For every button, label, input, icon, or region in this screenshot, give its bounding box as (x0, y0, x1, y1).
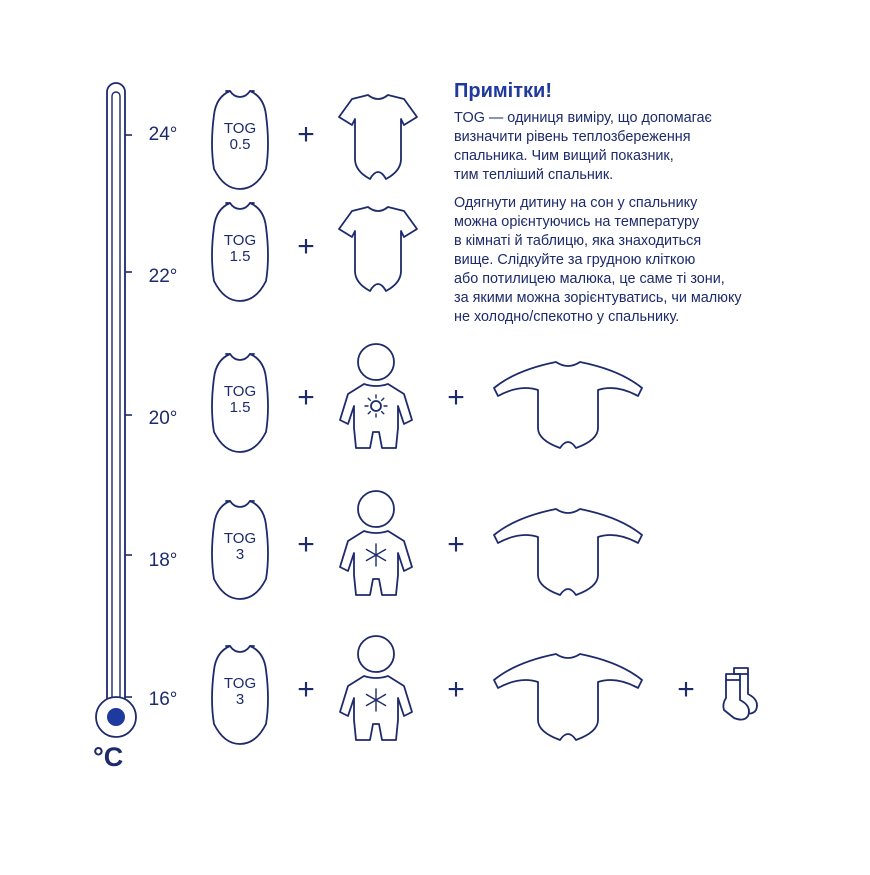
thermometer-inner-tube (112, 92, 120, 704)
sleeping-bag-label: TOG (223, 675, 257, 692)
thermometer-bulb-fill (107, 708, 125, 726)
bodysuit-outline (339, 95, 417, 179)
plus-sign: + (297, 528, 315, 561)
sun-ray (382, 412, 384, 414)
sun-ray (382, 398, 384, 400)
socks-icon (723, 668, 757, 720)
plus-sign: + (447, 673, 465, 706)
notes-line: визначити рівень теплозбереження (454, 129, 691, 145)
plus-sign: + (297, 381, 315, 414)
notes-line: за якими можна зорієнтуватись, чи малюку (454, 290, 742, 306)
plus-sign: + (677, 673, 695, 706)
sleepsuit-snowflake-icon (340, 491, 412, 595)
sleeping-bag-label: 3 (235, 546, 245, 563)
sun-icon (371, 401, 381, 411)
temperature-label: 20° (148, 408, 178, 429)
bodysuit-outline (494, 654, 642, 740)
sleeping-bag-icon (212, 501, 268, 599)
temperature-label: 22° (148, 266, 178, 287)
notes-paragraph-2 (454, 194, 834, 327)
sleeping-bag-label: 3 (235, 691, 245, 708)
long-sleeve-bodysuit-icon (494, 654, 642, 740)
notes-line: в кімнаті й таблицю, яка знаходиться (454, 233, 702, 249)
temperature-label: 24° (148, 124, 178, 145)
sleeping-bag-label: TOG (223, 530, 257, 547)
short-sleeve-bodysuit-icon (339, 207, 417, 291)
plus-sign: + (447, 381, 465, 414)
notes-line: вище. Слідкуйте за грудною кліткою (454, 252, 696, 268)
sleeping-bag-label: 0.5 (229, 136, 251, 153)
thermometer-tube (107, 83, 125, 702)
sleeping-bag-label: 1.5 (229, 399, 251, 416)
short-sleeve-bodysuit-icon (339, 95, 417, 179)
notes-paragraph-1 (454, 109, 834, 185)
sleeping-bag-label: TOG (223, 383, 257, 400)
sleeping-bag-icon (212, 203, 268, 301)
long-sleeve-bodysuit-icon (494, 362, 642, 448)
bodysuit-outline (494, 509, 642, 595)
plus-sign: + (297, 230, 315, 263)
notes-line: спальника. Чим вищий показник, (454, 148, 674, 164)
notes-line: Одягнути дитину на сон у спальнику (454, 195, 698, 211)
thermometer-unit-label: °C (93, 742, 124, 772)
sleeping-bag-icon (212, 91, 268, 189)
notes-line: не холодно/спекотно у спальнику. (454, 309, 680, 325)
baby-head (358, 636, 394, 672)
sleeping-bag-label: TOG (223, 232, 257, 249)
sleeping-bag-label: TOG (223, 120, 257, 137)
temperature-label: 18° (148, 550, 178, 571)
bodysuit-outline (339, 207, 417, 291)
sleeping-bag-label: 1.5 (229, 248, 251, 265)
sleeping-bag-icon (212, 354, 268, 452)
bodysuit-outline (494, 362, 642, 448)
sleeping-bag-icon (212, 646, 268, 744)
sleepsuit-sun-icon (340, 344, 412, 448)
plus-sign: + (297, 673, 315, 706)
baby-head (358, 491, 394, 527)
notes-line: або потилицею малюка, це саме ті зони, (454, 271, 725, 287)
notes-line: можна орієнтуючись на температуру (454, 214, 700, 230)
sleepsuit-snowflake-icon (340, 636, 412, 740)
temperature-label: 16° (148, 689, 178, 710)
notes-title: Примітки! (454, 80, 552, 102)
plus-sign: + (297, 118, 315, 151)
plus-sign: + (447, 528, 465, 561)
notes-line: тим тепліший спальник. (454, 167, 614, 183)
sun-ray (368, 398, 370, 400)
baby-head (358, 344, 394, 380)
long-sleeve-bodysuit-icon (494, 509, 642, 595)
thermometer (96, 83, 136, 737)
notes-panel (454, 80, 834, 336)
notes-line: TOG — одиниця виміру, що допомагає (454, 110, 712, 126)
sun-ray (368, 412, 370, 414)
